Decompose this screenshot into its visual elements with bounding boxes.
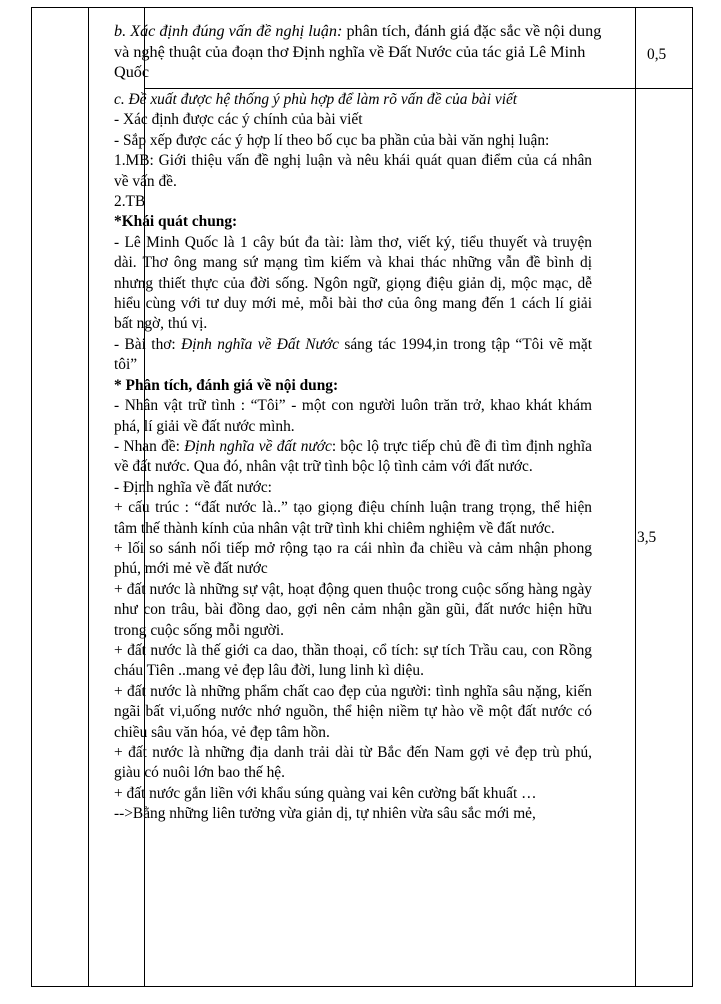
text-line: + đất nước là thế giới ca dao, thần thoại, cổ tích: sự tích Trầu cau, con Rồng cháu Tiên ..mang vẻ đẹp lâu đời, lung linh kì diệu. (114, 641, 592, 680)
column-divider (635, 8, 636, 986)
text-line: - Nhân vật trữ tình : “Tôi” - một con người luôn trăn trở, khao khát khám phá, lí giải về đất nước mình. (114, 397, 592, 435)
text-line: - Nhan đề: Định nghĩa về đất nước: bộc lộ trực tiếp chủ đề đi tìm định nghĩa về đất nước. Qua đó, nhân vật trữ tình bộc lộ tình cảm với đất nước. (114, 437, 592, 476)
text-line: -->Bằng những liên tưởng vừa giản dị, tự nhiên vừa sâu sắc mới mẻ, (114, 805, 536, 823)
row-b-label: b. Xác định đúng vấn đề nghị luận: (114, 22, 343, 40)
text-line: 2.TB (114, 193, 146, 211)
text-line: - Bài thơ: Định nghĩa về Đất Nước sáng tác 1994,in trong tập “Tôi vẽ mặt tôi” (114, 335, 592, 374)
text-line: - Xác định được các ý chính của bài viết (114, 111, 363, 129)
poem-title-italic: Định nghĩa về đất nước (184, 437, 332, 455)
text-line: + đất nước gắn liền với khẩu súng quàng vai kên cường bất khuất … (114, 784, 537, 802)
row-b-score: 0,5 (647, 46, 667, 63)
text-line: + đất nước là những phẩm chất cao đẹp của người: tình nghĩa sâu nặng, kiến ngãi bất vi,uống nước nhớ nguồn, thể hiện niềm tự hào về một đất nước có chiều sâu văn hóa, vẻ đẹp tâm hồn. (114, 682, 592, 741)
row-c-content (114, 90, 592, 825)
text-line: + đất nước là những địa danh trải dài từ Bắc đến Nam gợi vẻ đẹp trù phú, giàu có nuôi lớn bao thế hệ. (114, 744, 592, 782)
column-divider (88, 8, 89, 986)
text-line: 1.MB: Giới thiệu vấn đề nghị luận và nêu khái quát quan điểm của cá nhân về vấn đề. (114, 152, 592, 190)
text-line: + cấu trúc : “đất nước là..” tạo giọng điệu chính luận trang trọng, thể hiện tâm thế thành kính của nhân vật trữ tình khi chiêm nghiệm về đất nước. (114, 499, 592, 537)
section-heading: *Khái quát chung: (114, 213, 238, 231)
row-b-content (114, 21, 602, 83)
text-line: - Lê Minh Quốc là 1 cây bút đa tài: làm thơ, viết ký, tiểu thuyết và truyện dài. Thơ ông mang sứ mạng tìm kiếm và khai thác những vẫn đề bình dị nhưng thiết thực của đời sống. Ngôn ngữ, giọng điệu giản dị, mộc mạc, dễ hiểu cùng với tư duy mới mẻ, mỗi bài thơ của ông mang đến 1 cách lí giải bất ngờ, thú vị. (114, 233, 592, 333)
text-line: - Định nghĩa về đất nước: (114, 478, 272, 496)
text-line: - Sắp xếp được các ý hợp lí theo bố cục ba phần của bài văn nghị luận: (114, 131, 550, 149)
row-c-score: 3,5 (637, 529, 657, 546)
text-line: + đất nước là những sự vật, hoạt động quen thuộc trong cuộc sống hàng ngày như con trâu, bài đồng dao, gợi nên cảm nhận gần gũi, đất nước hiện hữu trong cuộc sống mỗi người. (114, 580, 592, 639)
poem-title: Định nghĩa về Đất Nước (181, 335, 339, 353)
section-heading: * Phân tích, đánh giá về nội dung: (114, 376, 339, 394)
text-line: + lối so sánh nối tiếp mở rộng tạo ra cái nhìn đa chiều và cảm nhận phong phú, mới mẻ về đất nước (114, 539, 592, 578)
row-c-heading: c. Đề xuất được hệ thống ý phù hợp để làm rõ vấn đề của bài viết (114, 91, 518, 108)
row-divider (144, 88, 692, 89)
row-b-text: phân tích, đánh giá đặc sắc về nội dung và nghệ thuật của đoạn thơ Định nghĩa về Đất Nước của tác giả Lê Minh Quốc (114, 22, 602, 82)
